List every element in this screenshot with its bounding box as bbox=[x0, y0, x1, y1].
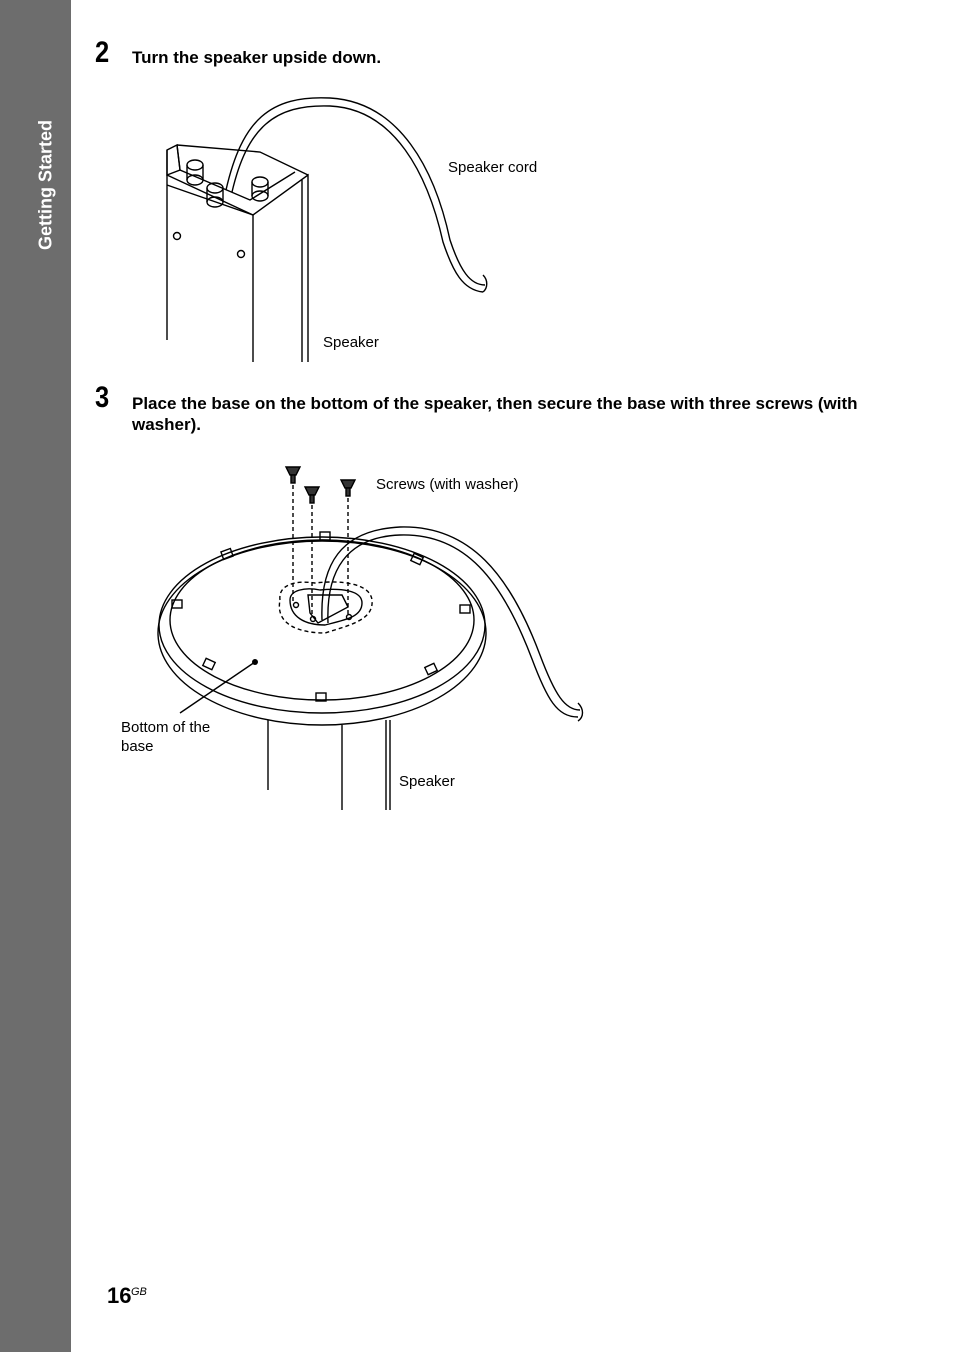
screws-label: Screws (with washer) bbox=[376, 476, 519, 493]
step-3-text: Place the base on the bottom of the speaker, then secure the base with three screws (with washer). bbox=[132, 394, 858, 434]
speaker-upside-down-illustration bbox=[150, 90, 510, 365]
page-number: 16 bbox=[107, 1283, 132, 1308]
section-tab-label: Getting Started bbox=[35, 119, 56, 251]
screw-3 bbox=[341, 480, 355, 496]
bottom-of-base-label-line1: Bottom of the bbox=[121, 719, 211, 736]
speaker-cord-label: Speaker cord bbox=[448, 159, 538, 176]
speaker-label-1: Speaker bbox=[323, 334, 379, 351]
base-attachment-illustration bbox=[110, 455, 600, 820]
screw-1 bbox=[286, 467, 300, 483]
speaker-label-2: Speaker bbox=[399, 773, 455, 790]
step-2-text: Turn the speaker upside down. bbox=[132, 48, 382, 67]
step-3-number: 3 bbox=[95, 381, 110, 414]
step-2-number: 2 bbox=[95, 36, 110, 69]
side-tab bbox=[0, 0, 71, 1352]
bottom-of-base-label-line2: base bbox=[121, 738, 154, 755]
screw-2 bbox=[305, 487, 319, 503]
page-suffix: GB bbox=[131, 1286, 147, 1298]
